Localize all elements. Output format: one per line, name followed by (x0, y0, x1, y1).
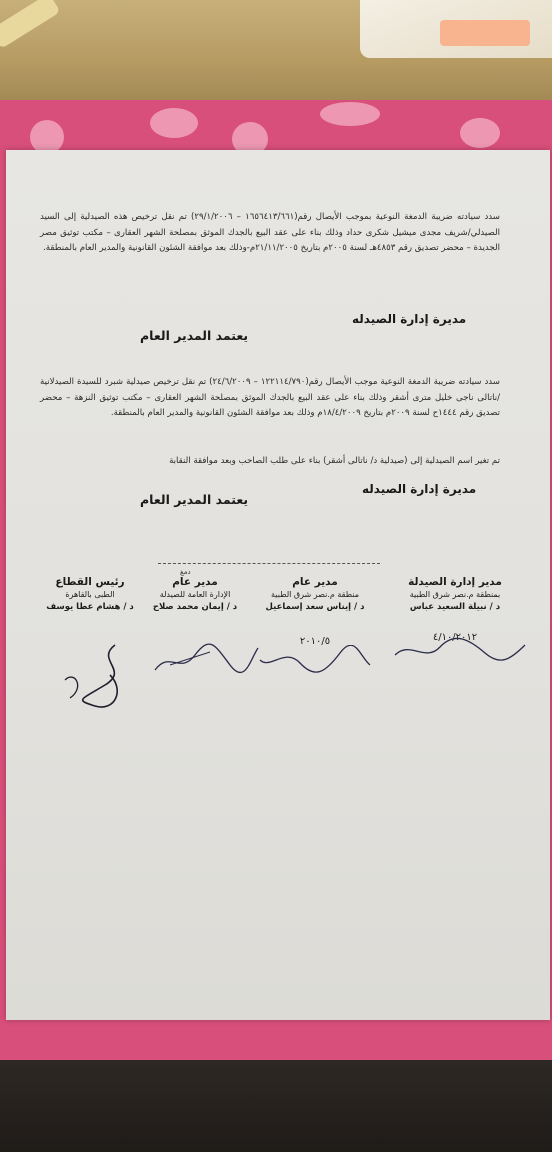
paragraph-2: سدد سيادته ضريبة الدمغة النوعية موجب الأيصال رقم(١٢٢١١٤/٧٩٠ – ٢٤/٦/٢٠٠٩) تم نقل ترخيص صيدلية شبرد للسيدة الصيدلانية /ناتالى ناجى خليل مترى أشقر وذلك بناء على عقد البيع بالجدك الموثق بمصلحة الشهر العقارى – مكتب توثيق النزهة – محضر تصديق رقم ١٤٤٤ح لسنة ٢٠٠٩م بتاريخ ١٨/٤/٢٠٠٩م وذلك بعد موافقة الشئون القانونية والمدير العام بالمنطقة. (40, 377, 501, 418)
handwritten-signature-2 (255, 645, 375, 675)
dark-surface (0, 1060, 552, 1152)
handwritten-signature-4 (55, 640, 145, 710)
handwritten-signature-1 (390, 635, 530, 665)
signature-org: منطقة م.نصر شرق الطبية (271, 590, 359, 599)
signature-general-director-1 (250, 575, 380, 648)
signature-sector-head (40, 575, 140, 614)
signature-name: د / نبيلة السعيد عباس (409, 602, 501, 612)
signature-org: الطبى بالقاهرة (65, 590, 115, 599)
signature-org: بمنطقة م.نصر شرق الطبية (409, 590, 501, 599)
department-heading-1: مديرة إدارة الصيدله (352, 312, 467, 326)
signature-title: مدير عام (172, 576, 218, 588)
stamp-note: دمغ (180, 568, 191, 576)
signature-date: ٢٠١٠/٥ (299, 636, 331, 647)
paragraph-1: سدد سيادته ضريبة الدمغة النوعية بموجب الأيصال رقم(١٦٥٦٤١٣/٦٦١ – ٢٩/١/٢٠٠٦) تم نقل ترخيص هذه الصيدلية إلى السيد الصيدلي/شريف مجدى ميشيل شكرى حداد وذلك بناء على عقد البيع بالجدك الموثق بمصلحة الشهر العقارى – مكتب توثيق مصر الجديدة – محضر تصديق رقم ٤٨٥٣هـ لسنة ٢٠٠٥م بتاريخ ٢١/١١/٢٠٠٥م-وذلك بعد موافقة الشئون القانونية والمدير العام بالمنطقة. (40, 212, 500, 253)
handwritten-signature-3 (150, 640, 260, 680)
signature-name: د / هشام عطا يوسف (46, 602, 134, 612)
signature-date: ٤/١٠/٢٠١٢ (432, 632, 478, 643)
signature-pharmacy-director (390, 575, 520, 644)
approval-line-1: يعتمد المدير العام (140, 328, 249, 343)
signature-name: د / إيمان محمد صلاح (152, 602, 238, 612)
separator-line (158, 563, 380, 564)
signature-title: مدير إدارة الصيدلة (408, 576, 502, 588)
signature-general-director-2 (135, 575, 255, 614)
signature-name: د / إيناس سعد إسماعيل (265, 602, 365, 612)
approval-line-2: يعتمد المدير العام (140, 492, 249, 507)
department-heading-2: مديرة إدارة الصيدله (362, 482, 477, 496)
signature-title: رئيس القطاع (55, 576, 125, 588)
signature-title: مدير عام (292, 576, 338, 588)
paragraph-3: تم تغير اسم الصيدلية إلى (صيدلية د/ ناتالى أشقر) بناء على طلب الصاحب وبعد موافقة النقابة (169, 456, 500, 466)
box-label (440, 20, 530, 46)
signature-org: الإدارة العامة للصيدلة (159, 590, 231, 599)
